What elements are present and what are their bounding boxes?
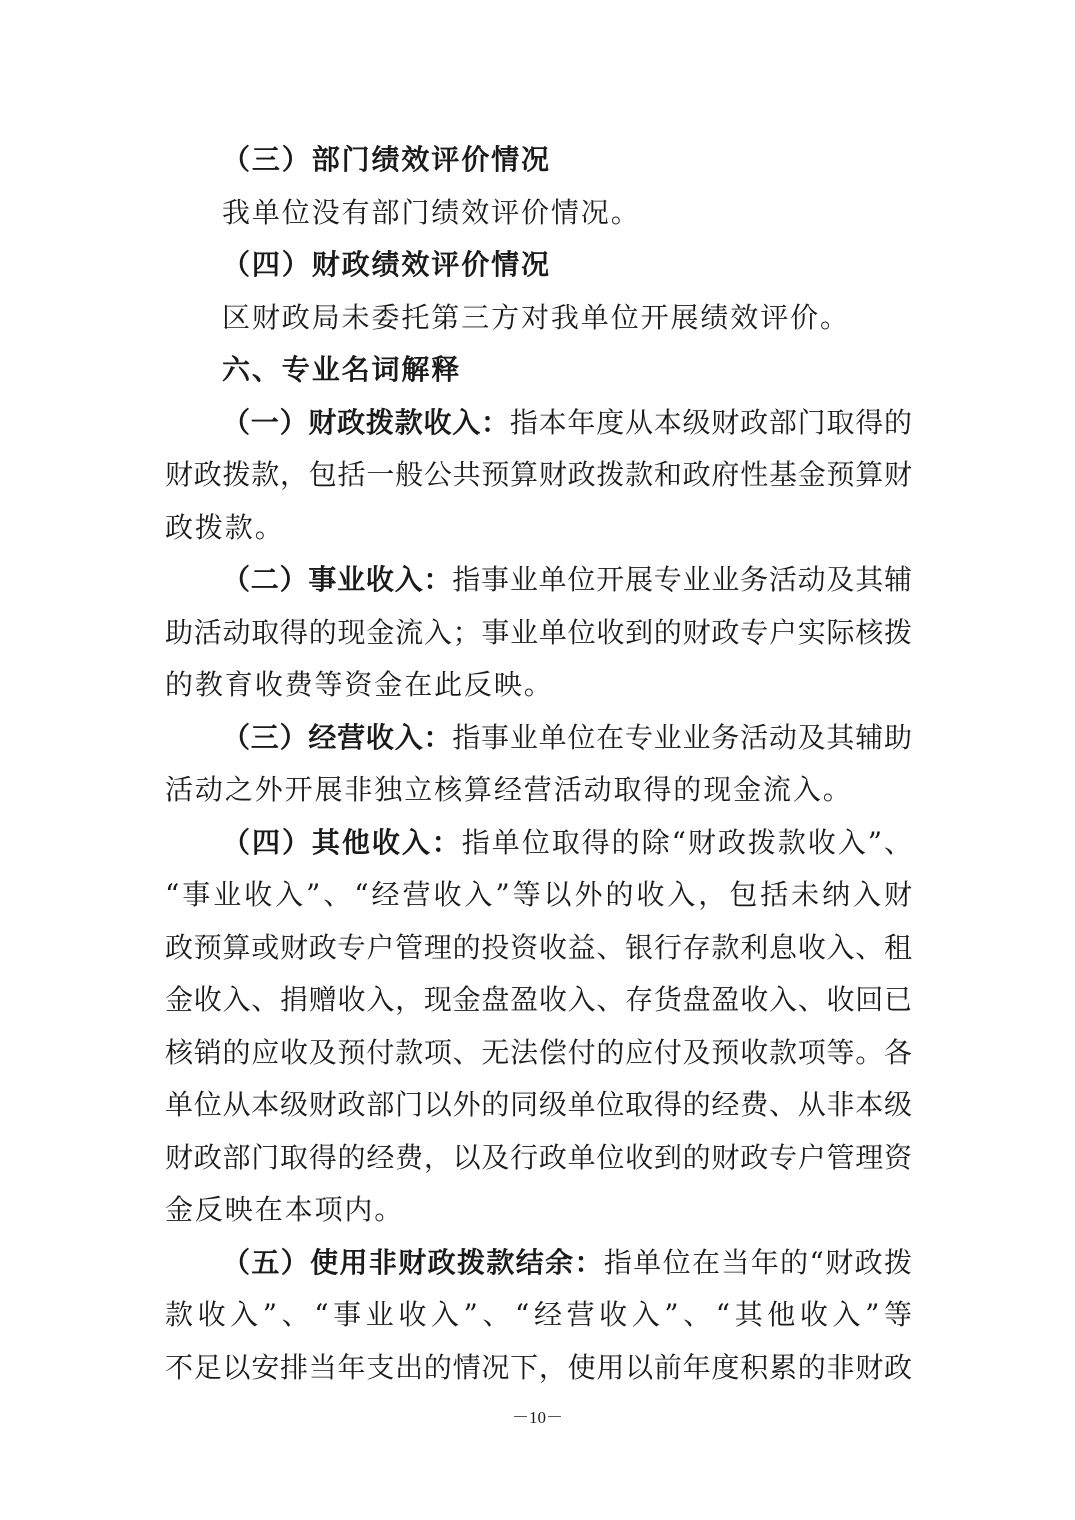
term-line	[165, 712, 912, 765]
term-label: （五）使用非财政拨款结余：	[222, 1245, 604, 1279]
term-text: 核销的应收及预付款项、无法偿付的应付及预收款项等。各	[165, 1035, 912, 1069]
term-text: 助活动取得的现金流入；事业单位收到的财政专户实际核拨	[165, 615, 912, 649]
term-line	[165, 502, 912, 555]
term-line	[165, 554, 912, 607]
term-text: 财政拨款，包括一般公共预算财政拨款和政府性基金预算财	[165, 458, 912, 491]
term-line	[165, 1237, 912, 1290]
term-text: 指本年度从本级财政部门取得的	[509, 405, 912, 439]
term-line	[165, 869, 912, 922]
term-text: 金收入、捐赠收入，现金盘盈收入、存货盘盈收入、收回已	[165, 983, 912, 1016]
term-line	[165, 764, 912, 817]
paragraph-dept-eval	[165, 187, 912, 240]
subheading-fiscal-eval-text: （四）财政绩效评价情况	[222, 248, 551, 281]
term-line	[165, 1289, 912, 1342]
term-label: （四）其他收入：	[222, 825, 462, 859]
term-text: 的教育收费等资金在此反映。	[165, 668, 554, 701]
term-line	[165, 659, 912, 712]
term-text: 财政部门取得的经费，以及行政单位收到的财政专户管理资	[165, 1140, 912, 1174]
page-number: －10－	[512, 1408, 563, 1427]
term-text: 指事业单位在专业业务活动及其辅助	[452, 720, 912, 754]
paragraph-fiscal-eval-text: 区财政局未委托第三方对我单位开展绩效评价。	[222, 300, 850, 334]
term-text: 不足以安排当年支出的情况下，使用以前年度积累的非财政	[165, 1350, 912, 1384]
term-line	[165, 1184, 912, 1237]
term-text: 政预算或财政专户管理的投资收益、银行存款利息收入、租	[165, 930, 912, 964]
term-text: 金反映在本项内。	[165, 1193, 405, 1226]
term-text: 指单位在当年的“财政拨	[603, 1245, 912, 1279]
term-line	[165, 1027, 912, 1080]
term-line	[165, 1342, 912, 1395]
term-line	[165, 1079, 912, 1132]
term-text: 单位从本级财政部门以外的同级单位取得的经费、从非本级	[165, 1088, 912, 1121]
document-body	[165, 134, 912, 1394]
term-line	[165, 817, 912, 870]
term-text: 款收入”、“事业收入”、“经营收入”、“其他收入”等	[165, 1298, 912, 1331]
term-label: （三）经营收入：	[222, 720, 453, 754]
term-text: 指单位取得的除“财政拨款收入”、	[461, 825, 912, 859]
paragraph-dept-eval-text: 我单位没有部门绩效评价情况。	[222, 195, 641, 229]
term-line	[165, 1132, 912, 1185]
subheading-dept-eval-text: （三）部门绩效评价情况	[222, 143, 551, 176]
term-line	[165, 607, 912, 660]
term-line	[165, 922, 912, 975]
section-title-text: 六、专业名词解释	[222, 353, 462, 386]
term-line	[165, 974, 912, 1027]
term-label: （二）事业收入：	[222, 563, 453, 596]
term-text: 政拨款。	[165, 510, 285, 544]
paragraph-fiscal-eval	[165, 292, 912, 345]
term-label: （一）财政拨款收入：	[222, 405, 510, 439]
term-line	[165, 397, 912, 450]
term-text: 活动之外开展非独立核算经营活动取得的现金流入。	[165, 773, 853, 806]
subheading-fiscal-eval	[165, 239, 912, 292]
term-line	[165, 449, 912, 502]
section-title	[165, 344, 912, 397]
term-text: 指事业单位开展专业业务活动及其辅	[452, 563, 912, 596]
subheading-dept-eval	[165, 134, 912, 187]
term-text: “事业收入”、“经营收入”等以外的收入，包括未纳入财	[165, 878, 912, 911]
